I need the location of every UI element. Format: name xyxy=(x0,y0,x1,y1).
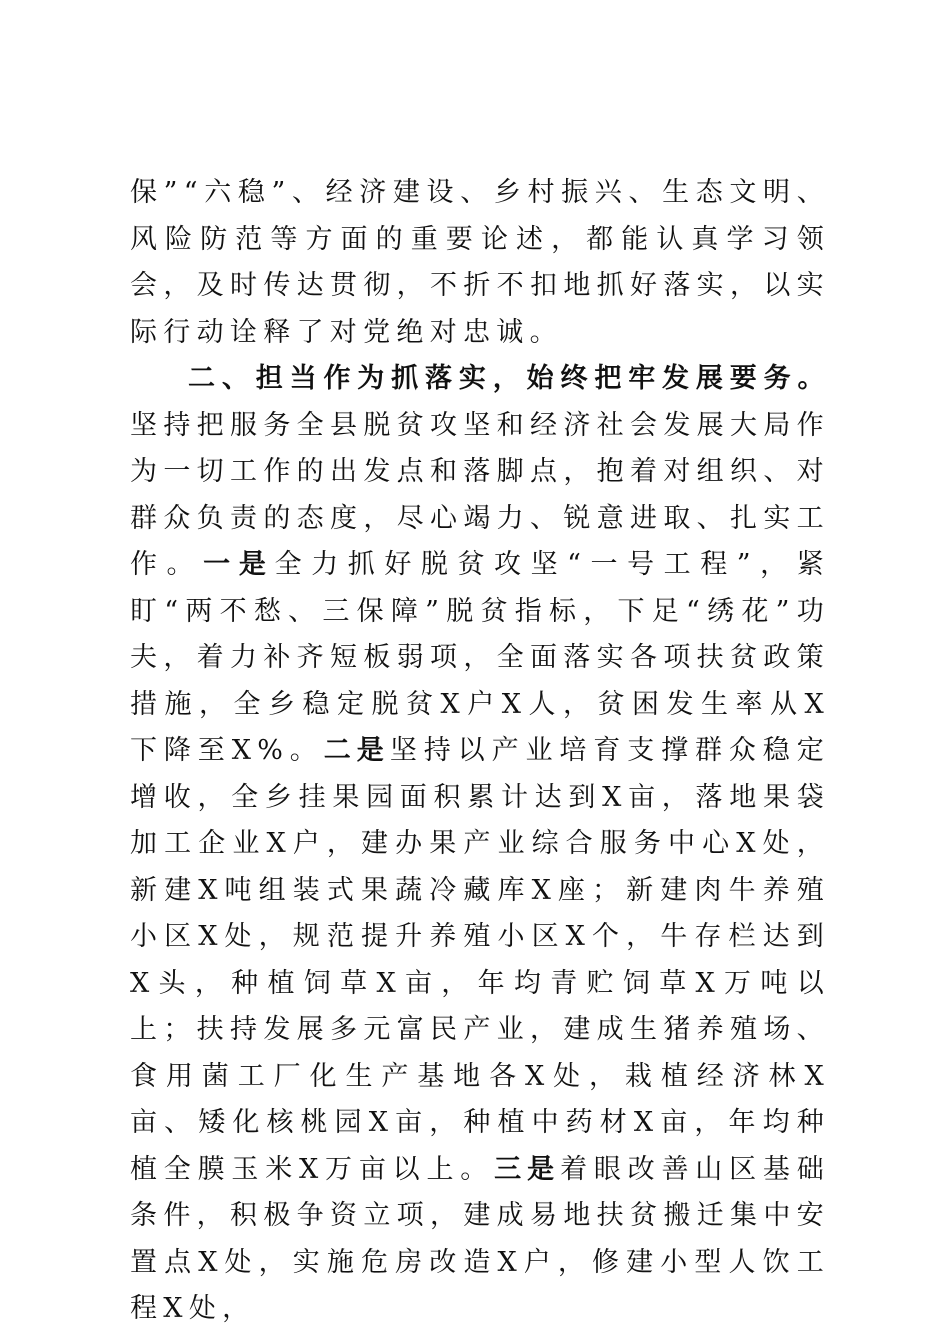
section-heading: 二、担当作为抓落实，始终把牢发展要务。 xyxy=(188,363,830,394)
paragraph-continuation xyxy=(130,170,830,356)
section-intro: 坚持把服务全县脱贫攻坚和经济社会发展大局作为一切工作的出发点和落脚点，抱着对组织、对群众负责的态度，尽心竭力、锐意进取、扎实工作。 xyxy=(130,409,830,580)
item-label-1: 一是 xyxy=(203,549,275,580)
item-text-2: 坚持以产业培育支撑群众稳定增收，全乡挂果园面积累计达到X亩，落地果袋加工企业X户，建办果产业综合服务中心X处，新建X吨组装式果蔬冷藏库X座；新建肉牛养殖小区X处，规范提升养殖小区X个，牛存栏达到X头，种植饲草X亩，年均青贮饲草X万吨以上；扶持发展多元富民产业，建成生猪养殖场、食用菌工厂化生产基地各X处，栽植经济林X亩、矮化核桃园X亩，种植中药材X亩，年均种植全膜玉米X万亩以上。 xyxy=(130,735,830,1185)
item-label-2: 二是 xyxy=(323,735,390,766)
paragraph-section-two xyxy=(130,356,830,1333)
item-text-1: 全力抓好脱贫攻坚“一号工程”，紧盯“两不愁、三保障”脱贫指标，下足“绣花”功夫，着力补齐短板弱项，全面落实各项扶贫政策措施，全乡稳定脱贫X户X人，贫困发生率从X下降至X%。 xyxy=(130,549,830,766)
paragraph-text: 保”“六稳”、经济建设、乡村振兴、生态文明、风险防范等方面的重要论述，都能认真学习领会，及时传达贯彻，不折不扣地抓好落实，以实际行动诠释了对党绝对忠诚。 xyxy=(130,177,830,348)
document-body xyxy=(130,170,830,1333)
item-label-3: 三是 xyxy=(494,1153,561,1185)
item-text-3: 着眼改善山区基础条件，积极争资立项，建成易地扶贫搬迁集中安置点X处，实施危房改造X户，修建小型人饮工程X处， xyxy=(130,1153,830,1324)
